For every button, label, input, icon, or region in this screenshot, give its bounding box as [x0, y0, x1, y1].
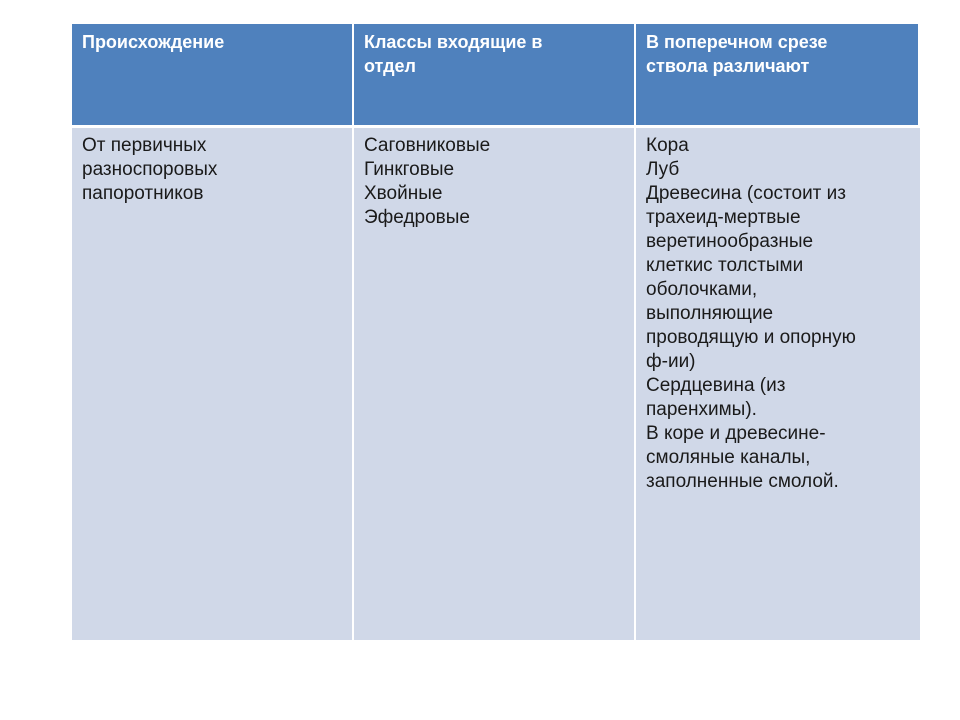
- header-origin: [72, 24, 354, 128]
- cross-section-line: оболочками,: [646, 279, 758, 300]
- cell-classes: [354, 128, 636, 640]
- cross-section-line: ф-ии): [646, 351, 696, 372]
- class-item: Саговниковые: [364, 135, 491, 156]
- origin-line: разноспоровых: [82, 159, 218, 180]
- cross-section-line: проводящую и опорную: [646, 327, 856, 348]
- header-classes-line: отдел: [364, 56, 416, 76]
- header-cross-section-line: ствола различают: [646, 56, 810, 76]
- header-classes: [354, 24, 636, 128]
- origin-line: От первичных: [82, 135, 207, 156]
- cross-section-line: Древесина (состоит из: [646, 183, 846, 204]
- header-classes-line: Классы входящие в: [364, 32, 543, 52]
- cross-section-line: заполненные смолой.: [646, 471, 839, 492]
- class-item: Гинкговые: [364, 159, 455, 180]
- class-item: Хвойные: [364, 183, 443, 204]
- origin-line: папоротников: [82, 183, 204, 204]
- comparison-table: [72, 24, 920, 640]
- cross-section-line: выполняющие: [646, 303, 774, 324]
- cross-section-line: В коре и древесине-: [646, 423, 826, 444]
- header-cross-section-line: В поперечном срезе: [646, 32, 828, 52]
- cross-section-line: веретинообразные: [646, 231, 814, 252]
- cross-section-line: Луб: [646, 159, 680, 180]
- cross-section-line: смоляные каналы,: [646, 447, 811, 468]
- cell-origin: [72, 128, 354, 640]
- cross-section-line: Кора: [646, 135, 689, 156]
- class-item: Эфедровые: [364, 207, 470, 228]
- header-cross-section: [636, 24, 920, 128]
- cross-section-line: Сердцевина (из: [646, 375, 786, 396]
- cross-section-line: трахеид-мертвые: [646, 207, 801, 228]
- cross-section-line: клеткис толстыми: [646, 255, 804, 276]
- cell-cross-section: [636, 128, 920, 640]
- cross-section-line: паренхимы).: [646, 399, 757, 420]
- header-origin-line: Происхождение: [82, 32, 225, 52]
